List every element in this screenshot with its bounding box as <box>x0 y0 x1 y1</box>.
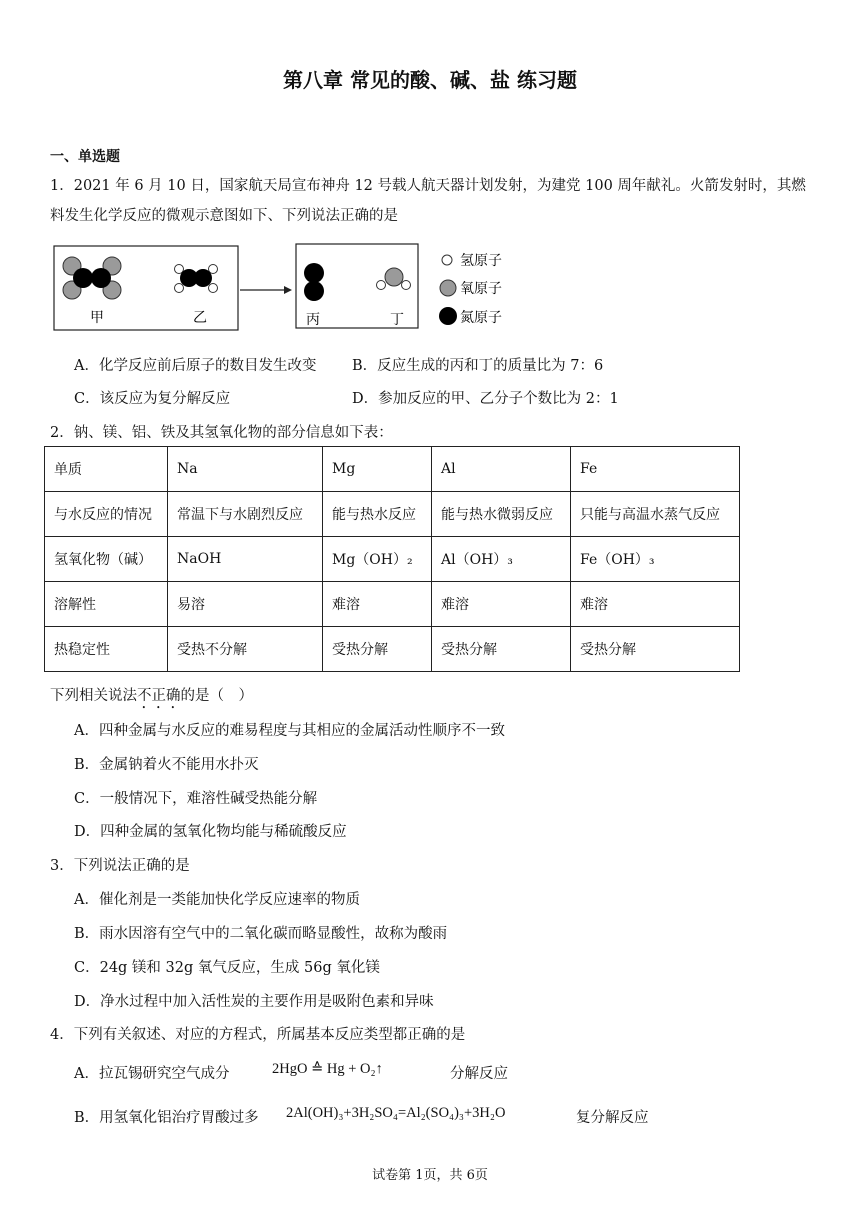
q4-option-a-type: 分解反应 <box>450 1066 508 1082</box>
table-cell: 与水反应的情况 <box>45 492 168 537</box>
label-yi: 乙 <box>193 310 207 326</box>
table-cell: Al（OH）₃ <box>432 537 571 582</box>
table-cell: Fe（OH）₃ <box>571 537 740 582</box>
legend-oxygen: 氧原子 <box>460 281 502 297</box>
page-title: 第八章 常见的酸、碱、盐 练习题 <box>283 68 577 92</box>
table-cell: 易溶 <box>168 582 323 627</box>
q2-option-b: B．金属钠着火不能用水扑灭 <box>74 757 259 773</box>
q1-option-d: D．参加反应的甲、乙分子个数比为 2：1 <box>352 391 619 407</box>
table-cell: Mg <box>323 447 432 492</box>
table-row <box>45 492 740 537</box>
table-cell: Fe <box>571 447 740 492</box>
reaction-diagram <box>50 240 530 340</box>
table-cell: 受热分解 <box>571 627 740 672</box>
table-cell: 能与热水微弱反应 <box>432 492 571 537</box>
q3-option-a: A．催化剂是一类能加快化学反应速率的物质 <box>74 892 360 908</box>
table-row <box>45 537 740 582</box>
q1-option-c: C．该反应为复分解反应 <box>74 391 231 407</box>
page-footer: 试卷第 1页，共 6页 <box>372 1168 488 1183</box>
q3-option-b: B．雨水因溶有空气中的二氧化碳而略显酸性，故称为酸雨 <box>74 926 448 942</box>
oxygen-atom-icon <box>440 280 456 296</box>
q2-option-c: C．一般情况下，难溶性碱受热能分解 <box>74 791 318 807</box>
q1-option-b: B．反应生成的丙和丁的质量比为 7：6 <box>352 358 604 374</box>
table-row <box>45 582 740 627</box>
q2-option-d: D．四种金属的氢氧化物均能与稀硫酸反应 <box>74 824 347 840</box>
table-cell: 氢氧化物（碱） <box>45 537 168 582</box>
q2-question <box>50 684 253 712</box>
q4-option-a-text: A．拉瓦锡研究空气成分 <box>74 1066 230 1082</box>
q2-question-post: 的是（ ） <box>180 688 253 704</box>
legend-hydrogen: 氢原子 <box>460 253 502 269</box>
molecule-ding <box>377 268 411 290</box>
table-row <box>45 627 740 672</box>
q2-question-emphasis: 不正确 <box>137 688 181 704</box>
table-cell: Na <box>168 447 323 492</box>
q2-option-a: A．四种金属与水反应的难易程度与其相应的金属活动性顺序不一致 <box>74 723 505 739</box>
table-cell: 能与热水反应 <box>323 492 432 537</box>
q1-stem-line2: 料发生化学反应的微观示意图如下、下列说法正确的是 <box>50 208 398 224</box>
label-bing: 丙 <box>306 312 320 328</box>
molecule-jia <box>63 257 121 299</box>
q3-option-d: D．净水过程中加入活性炭的主要作用是吸附色素和异味 <box>74 994 434 1010</box>
q1-option-a: A．化学反应前后原子的数目发生改变 <box>74 358 317 374</box>
table-row <box>45 447 740 492</box>
q2-stem: 2．钠、镁、铝、铁及其氢氧化物的部分信息如下表： <box>50 425 393 441</box>
q4-option-a-equation: 2HgO ≙ Hg + O₂↑ <box>272 1061 383 1077</box>
hydrogen-atom-icon <box>442 255 452 265</box>
table-cell: 热稳定性 <box>45 627 168 672</box>
q1-stem-line1: 1．2021 年 6 月 10 日，国家航天局宣布神舟 12 号载人航天器计划发射，为建党 100 周年献礼。火箭发射时，其燃 <box>50 178 806 194</box>
table-cell: 受热分解 <box>323 627 432 672</box>
label-jia: 甲 <box>90 310 104 326</box>
q2-question-pre: 下列相关说法 <box>50 688 137 704</box>
q3-option-c: C．24g 镁和 32g 氧气反应，生成 56g 氧化镁 <box>74 960 380 976</box>
label-ding: 丁 <box>390 312 404 328</box>
table-cell: 难溶 <box>432 582 571 627</box>
q4-stem: 4．下列有关叙述、对应的方程式，所属基本反应类型都正确的是 <box>50 1027 466 1043</box>
q3-stem: 3．下列说法正确的是 <box>50 858 190 874</box>
diagram-legend <box>439 253 502 326</box>
table-cell: 难溶 <box>323 582 432 627</box>
metal-info-table <box>44 446 740 672</box>
table-cell: 单质 <box>45 447 168 492</box>
table-cell: 常温下与水剧烈反应 <box>168 492 323 537</box>
section-heading: 一、单选题 <box>50 149 120 165</box>
molecule-bing <box>304 263 324 301</box>
q4-option-b-type: 复分解反应 <box>576 1110 649 1126</box>
table-cell: Mg（OH）₂ <box>323 537 432 582</box>
table-cell: 受热分解 <box>432 627 571 672</box>
nitrogen-atom-icon <box>439 307 457 325</box>
q4-option-b-equation: 2Al(OH)₃+3H₂SO₄=Al₂(SO₄)₃+3H₂O <box>286 1105 506 1121</box>
table-cell: 难溶 <box>571 582 740 627</box>
table-cell: 溶解性 <box>45 582 168 627</box>
molecule-yi <box>175 265 218 293</box>
reaction-arrow-icon <box>240 286 292 294</box>
q4-option-b-text: B．用氢氧化铝治疗胃酸过多 <box>74 1110 259 1126</box>
table-cell: 只能与高温水蒸气反应 <box>571 492 740 537</box>
table-cell: Al <box>432 447 571 492</box>
table-cell: NaOH <box>168 537 323 582</box>
table-cell: 受热不分解 <box>168 627 323 672</box>
legend-nitrogen: 氮原子 <box>460 310 502 326</box>
